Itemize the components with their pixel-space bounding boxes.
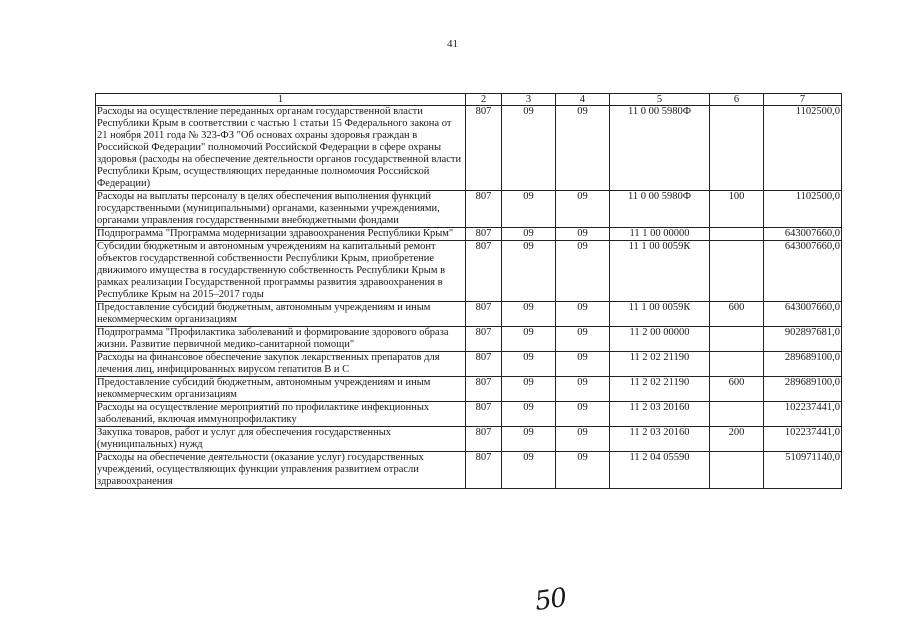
row-name-cell: Расходы на осуществление переданных органам государственной власти Республики Крым в соответствии с частью 1 статьи 15 Федерального закона от 21 ноября 2011 года № 323-ФЗ "Об основах охраны здоровья граждан в Российской Федерации" полномочий Российской Федерации в сфере охраны здоровья (расходы на обеспечение деятельности органов государственной власти Республики Крым, осуществляющих переданные полномочия Российской Федерации) [96, 106, 466, 191]
row-name-cell: Подпрограмма "Программа модернизации здравоохранения Республики Крым" [96, 228, 466, 241]
subsection-code-cell: 09 [556, 302, 610, 327]
ministry-code-cell: 807 [466, 191, 502, 228]
table-row [96, 352, 842, 377]
target-article-cell: 11 2 02 21190 [610, 377, 710, 402]
target-article-cell: 11 2 04 05590 [610, 452, 710, 489]
ministry-code-cell: 807 [466, 402, 502, 427]
target-article-cell: 11 0 00 5980Ф [610, 191, 710, 228]
ministry-code-cell: 807 [466, 106, 502, 191]
table-row [96, 302, 842, 327]
ministry-code-cell: 807 [466, 327, 502, 352]
page-number: 41 [447, 38, 458, 50]
amount-cell: 289689100,0 [764, 352, 842, 377]
target-article-cell: 11 2 02 21190 [610, 352, 710, 377]
row-name-cell: Предоставление субсидий бюджетным, автономным учреждениям и иным некоммерческим организациям [96, 302, 466, 327]
target-article-cell: 11 2 03 20160 [610, 427, 710, 452]
column-header: 6 [710, 94, 764, 106]
amount-cell: 643007660,0 [764, 228, 842, 241]
target-article-cell: 11 1 00 00000 [610, 228, 710, 241]
column-header: 3 [502, 94, 556, 106]
table-row [96, 191, 842, 228]
table-row [96, 228, 842, 241]
budget-table [95, 93, 842, 489]
section-code-cell: 09 [502, 191, 556, 228]
table-row [96, 241, 842, 302]
section-code-cell: 09 [502, 427, 556, 452]
ministry-code-cell: 807 [466, 352, 502, 377]
expense-type-cell [710, 106, 764, 191]
subsection-code-cell: 09 [556, 241, 610, 302]
amount-cell: 102237441,0 [764, 427, 842, 452]
row-name-cell: Предоставление субсидий бюджетным, автономным учреждениям и иным некоммерческим организациям [96, 377, 466, 402]
ministry-code-cell: 807 [466, 228, 502, 241]
expense-type-cell [710, 402, 764, 427]
ministry-code-cell: 807 [466, 241, 502, 302]
target-article-cell: 11 0 00 5980Ф [610, 106, 710, 191]
section-code-cell: 09 [502, 402, 556, 427]
amount-cell: 1102500,0 [764, 106, 842, 191]
target-article-cell: 11 2 00 00000 [610, 327, 710, 352]
amount-cell: 643007660,0 [764, 241, 842, 302]
row-name-cell: Расходы на осуществление мероприятий по профилактике инфекционных заболеваний, включая иммунопрофилактику [96, 402, 466, 427]
table-body [96, 106, 842, 489]
handwritten-page-number: 50 [533, 582, 569, 618]
row-name-cell: Расходы на финансовое обеспечение закупок лекарственных препаратов для лечения лиц, инфицированных вирусом гепатитов В и С [96, 352, 466, 377]
subsection-code-cell: 09 [556, 402, 610, 427]
subsection-code-cell: 09 [556, 106, 610, 191]
expense-type-cell [710, 241, 764, 302]
amount-cell: 1102500,0 [764, 191, 842, 228]
ministry-code-cell: 807 [466, 427, 502, 452]
ministry-code-cell: 807 [466, 452, 502, 489]
expense-type-cell: 200 [710, 427, 764, 452]
table-row [96, 452, 842, 489]
row-name-cell: Подпрограмма "Профилактика заболеваний и формирование здорового образа жизни. Развитие первичной медико-санитарной помощи" [96, 327, 466, 352]
row-name-cell: Расходы на выплаты персоналу в целях обеспечения выполнения функций государственными (муниципальными) органами, казенными учреждениями, органами управления государственными внебюджетными фондами [96, 191, 466, 228]
row-name-cell: Расходы на обеспечение деятельности (оказание услуг) государственных учреждений, осуществляющих функции управления развитием отрасли здравоохранения [96, 452, 466, 489]
subsection-code-cell: 09 [556, 228, 610, 241]
expense-type-cell [710, 352, 764, 377]
section-code-cell: 09 [502, 302, 556, 327]
expense-type-cell [710, 452, 764, 489]
target-article-cell: 11 2 03 20160 [610, 402, 710, 427]
row-name-cell: Субсидии бюджетным и автономным учреждениям на капитальный ремонт объектов государственной собственности Республики Крым, приобретение движимого имущества в государственную собственность Республики Крым в рамках реализации Государственной программы развития здравоохранения в Республике Крым на 2015–2017 годы [96, 241, 466, 302]
table-row [96, 402, 842, 427]
expense-type-cell: 600 [710, 377, 764, 402]
ministry-code-cell: 807 [466, 302, 502, 327]
section-code-cell: 09 [502, 377, 556, 402]
amount-cell: 102237441,0 [764, 402, 842, 427]
expense-type-cell: 600 [710, 302, 764, 327]
amount-cell: 510971140,0 [764, 452, 842, 489]
subsection-code-cell: 09 [556, 427, 610, 452]
table-row [96, 427, 842, 452]
section-code-cell: 09 [502, 452, 556, 489]
column-header: 2 [466, 94, 502, 106]
target-article-cell: 11 1 00 0059К [610, 241, 710, 302]
amount-cell: 902897681,0 [764, 327, 842, 352]
subsection-code-cell: 09 [556, 191, 610, 228]
section-code-cell: 09 [502, 106, 556, 191]
column-header: 4 [556, 94, 610, 106]
section-code-cell: 09 [502, 352, 556, 377]
table-row [96, 106, 842, 191]
section-code-cell: 09 [502, 228, 556, 241]
row-name-cell: Закупка товаров, работ и услуг для обеспечения государственных (муниципальных) нужд [96, 427, 466, 452]
ministry-code-cell: 807 [466, 377, 502, 402]
expense-type-cell: 100 [710, 191, 764, 228]
subsection-code-cell: 09 [556, 352, 610, 377]
expense-type-cell [710, 327, 764, 352]
subsection-code-cell: 09 [556, 377, 610, 402]
column-header: 5 [610, 94, 710, 106]
expense-type-cell [710, 228, 764, 241]
section-code-cell: 09 [502, 327, 556, 352]
column-header: 7 [764, 94, 842, 106]
subsection-code-cell: 09 [556, 452, 610, 489]
table-row [96, 377, 842, 402]
header-row [96, 94, 842, 106]
section-code-cell: 09 [502, 241, 556, 302]
subsection-code-cell: 09 [556, 327, 610, 352]
amount-cell: 289689100,0 [764, 377, 842, 402]
target-article-cell: 11 1 00 0059К [610, 302, 710, 327]
column-header: 1 [96, 94, 466, 106]
amount-cell: 643007660,0 [764, 302, 842, 327]
table-row [96, 327, 842, 352]
